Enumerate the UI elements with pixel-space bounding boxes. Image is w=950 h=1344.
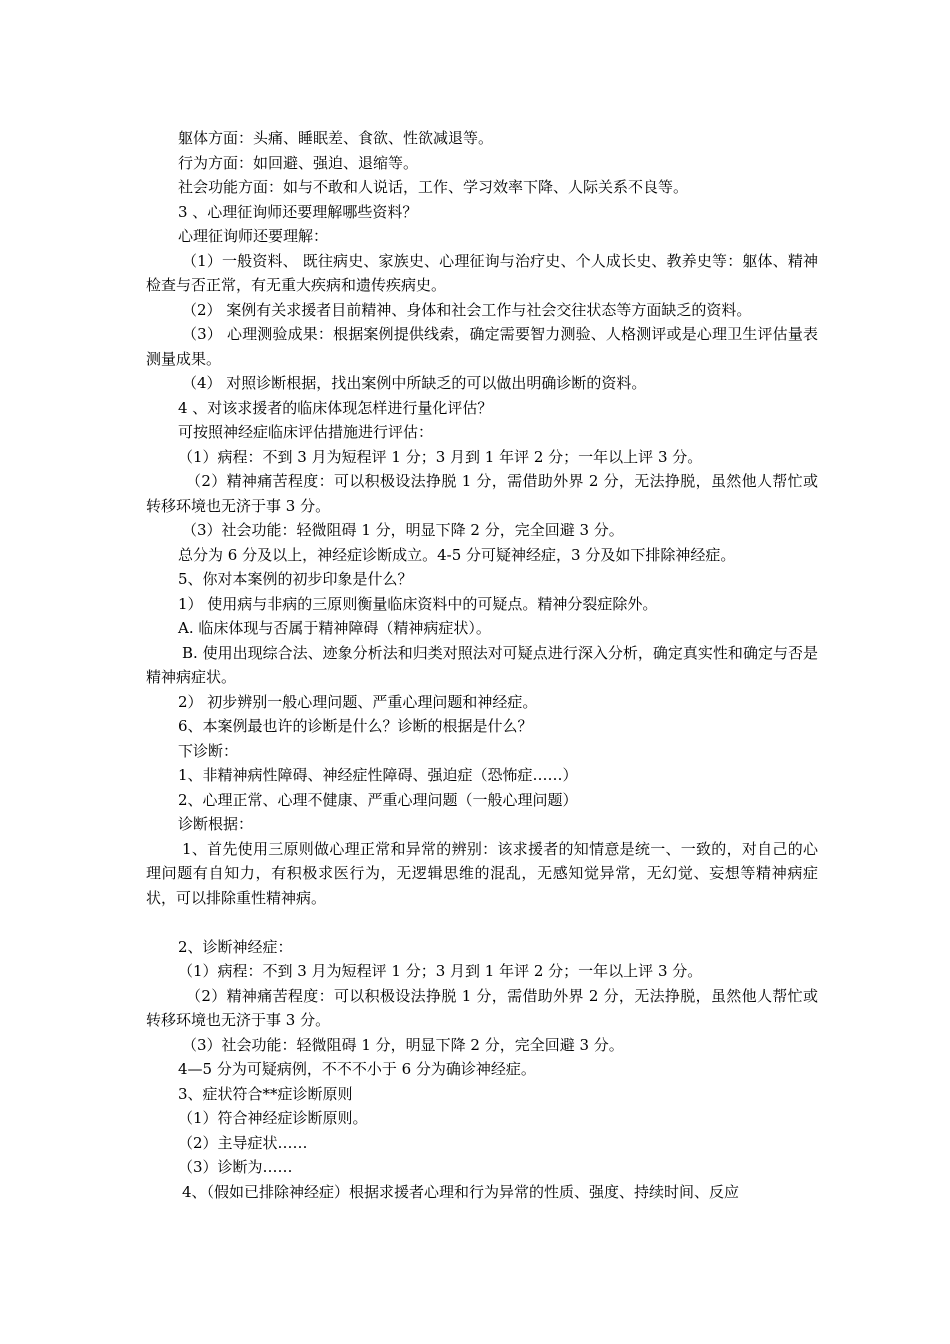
list-item: 1、非精神病性障碍、神经症性障碍、强迫症（恐怖症……） [178, 766, 578, 784]
paragraph: 1、首先使用三原则做心理正常和异常的辨别：该求援者的知情意是统一、一致的，对自己的心理问题有自知力，有积极求医行为，无逻辑思维的混乱，无感知觉异常，无幻觉、妄想等精神病症状，可以排除重性精神病。 [146, 839, 818, 907]
paragraph: 心理征询师还要理解： [178, 227, 329, 245]
list-item: 2、心理正常、心理不健康、严重心理问题（一般心理问题） [178, 790, 578, 809]
paragraph: 社会功能方面：如与不敢和人说话，工作、学习效率下降、人际关系不良等。 [178, 178, 689, 196]
section-question: 5、你对本案例的初步印象是什么？ [178, 570, 413, 588]
section-question: 4 、对该求援者的临床体现怎样进行量化评估？ [178, 398, 493, 417]
paragraph: 下诊断： [178, 741, 239, 760]
paragraph: 可按照神经症临床评估措施进行评估： [178, 423, 434, 441]
paragraph: 总分为 6 分及以上，神经症诊断成立。4-5 分可疑神经症，3 分及如下排除神经症。 [178, 545, 736, 564]
section-question: 6、本案例最也许的诊断是什么？诊断的根据是什么？ [178, 717, 533, 735]
blank-line [146, 910, 818, 935]
list-item: （3）诊断为…… [178, 1158, 293, 1176]
list-item: （3） 心理测验成果：根据案例提供线索，确定需要智力测验、人格测评或是心理卫生评估量表测量成果。 [146, 325, 818, 368]
list-item: （1）病程：不到 3 月为短程评 1 分；3 月到 1 年评 2 分；一年以上评 3 分。 [178, 962, 703, 980]
paragraph: 诊断根据： [178, 815, 254, 833]
list-item: （3）社会功能：轻微阻碍 1 分，明显下降 2 分，完全回避 3 分。 [182, 1035, 624, 1054]
list-item: B. 使用出现综合法、迹象分析法和归类对照法对可疑点进行深入分析，确定真实性和确定与否是精神病症状。 [146, 643, 818, 686]
list-item: （2）主导症状…… [178, 1133, 308, 1152]
list-item: （2） 案例有关求援者目前精神、身体和社会工作与社会交往状态等方面缺乏的资料。 [182, 300, 752, 319]
list-item: （1）符合神经症诊断原则。 [178, 1109, 368, 1127]
paragraph: 4、（假如已排除神经症）根据求援者心理和行为异常的性质、强度、持续时间、反应 [182, 1182, 740, 1201]
paragraph: 行为方面：如回避、强迫、退缩等。 [178, 153, 419, 172]
list-item: （1）一般资料、 既往病史、家族史、心理征询与治疗史、个人成长史、教养史等：躯体、精神检查与否正常，有无重大疾病和遗传疾病史。 [146, 251, 818, 294]
list-item: （1）病程：不到 3 月为短程评 1 分；3 月到 1 年评 2 分；一年以上评 3 分。 [178, 447, 703, 466]
paragraph: 3、症状符合**症诊断原则 [178, 1084, 353, 1103]
list-item: （2）精神痛苦程度：可以积极设法挣脱 1 分，需借助外界 2 分，无法挣脱，虽然他人帮忙或转移环境也无济于事 3 分。 [146, 986, 818, 1029]
paragraph: 2、诊断神经症： [178, 937, 293, 956]
list-item: （3）社会功能：轻微阻碍 1 分，明显下降 2 分，完全回避 3 分。 [182, 521, 624, 539]
document-body [146, 126, 818, 1204]
list-item: 2） 初步辨别一般心理问题、严重心理问题和神经症。 [178, 692, 538, 711]
list-item: 1） 使用病与非病的三原则衡量临床资料中的可疑点。精神分裂症除外。 [178, 594, 658, 613]
paragraph: 4—5 分为可疑病例，不不不小于 6 分为确诊神经症。 [178, 1060, 536, 1078]
paragraph: 躯体方面：头痛、睡眠差、食欲、性欲减退等。 [178, 129, 494, 147]
section-question: 3 、心理征询师还要理解哪些资料？ [178, 202, 418, 221]
list-item: （4） 对照诊断根据，找出案例中所缺乏的可以做出明确诊断的资料。 [182, 374, 647, 392]
list-item: （2）精神痛苦程度：可以积极设法挣脱 1 分，需借助外界 2 分，无法挣脱，虽然他人帮忙或转移环境也无济于事 3 分。 [146, 472, 818, 515]
list-item: A. 临床体现与否属于精神障碍（精神病症状）。 [178, 619, 491, 637]
